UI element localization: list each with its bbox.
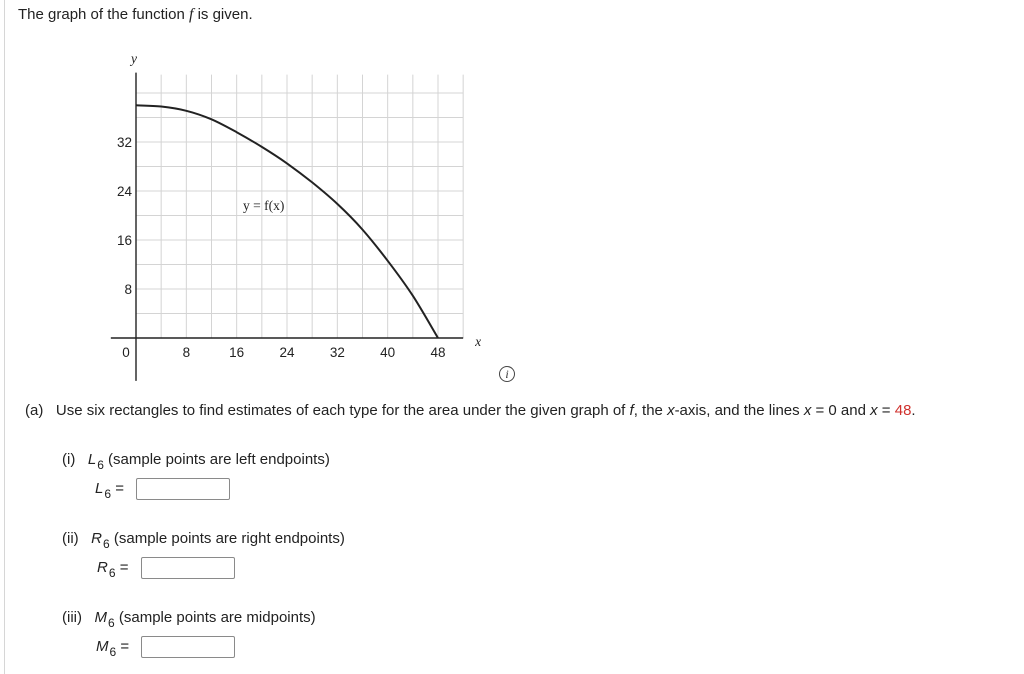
part-iii-label [62, 609, 316, 630]
part-symbol: M [94, 609, 108, 626]
answer-subscript: 6 [108, 565, 116, 580]
equals-sign: = [120, 637, 130, 655]
part-i-label [62, 451, 330, 472]
part-ii-label [62, 530, 345, 551]
part-number: (iii) [62, 609, 82, 626]
question-text: Use six rectangles to find estimates of each type for the area under the given graph of [55, 402, 626, 419]
question-end: . [911, 402, 916, 419]
x-tick-label: 32 [329, 345, 345, 360]
x-tick-label: 16 [229, 345, 245, 360]
question-text-3: -axis, and the lines [674, 402, 800, 419]
y-axis-label: y [131, 51, 137, 66]
x-tick-label: 8 [182, 345, 191, 360]
intro-function-name: f [188, 6, 194, 23]
answer-symbol: R [97, 558, 108, 576]
part-description: (sample points are midpoints) [118, 609, 316, 626]
part-iii-answer-row [96, 636, 235, 658]
intro-suffix: is given. [197, 6, 253, 23]
part-subscript: 6 [103, 537, 110, 551]
part-symbol: L [87, 451, 97, 468]
M6-input[interactable] [141, 636, 235, 658]
question-eq-2: = [881, 402, 891, 419]
question-x: x [667, 402, 675, 419]
x-tick-label: 0 [122, 345, 130, 360]
y-tick-label: 32 [116, 135, 132, 150]
question-x-var-1: x [803, 402, 812, 419]
y-tick-label: 8 [124, 282, 132, 297]
x-tick-label: 24 [279, 345, 295, 360]
curve-label: y = f(x) [243, 198, 285, 213]
question-f: f [629, 402, 634, 419]
question-text-2: , the [633, 402, 663, 419]
y-tick-label: 24 [116, 184, 132, 199]
part-description: (sample points are left endpoints) [108, 451, 330, 468]
part-symbol: R [91, 530, 103, 547]
part-subscript: 6 [108, 616, 115, 630]
question-a [25, 402, 916, 419]
equals-sign: = [119, 558, 129, 576]
L6-input[interactable] [136, 478, 230, 500]
answer-symbol: M [96, 637, 109, 655]
part-number: (i) [62, 451, 76, 468]
question-upper-limit: 48 [894, 402, 912, 419]
x-axis-label: x [475, 334, 482, 349]
answer-subscript: 6 [104, 486, 112, 501]
part-number: (ii) [62, 530, 79, 547]
question-label: (a) [25, 402, 44, 419]
part-subscript: 6 [97, 458, 104, 472]
part-i-answer-row [95, 478, 230, 500]
tick-labels [117, 135, 446, 360]
answer-subscript: 6 [109, 644, 117, 659]
R6-input[interactable] [141, 557, 235, 579]
equals-sign: = [115, 479, 124, 497]
x-tick-label: 48 [430, 345, 446, 360]
info-icon[interactable]: i [499, 366, 515, 382]
question-eq-1: = 0 and [815, 402, 866, 419]
answer-symbol: L [95, 479, 104, 497]
part-description: (sample points are right endpoints) [113, 530, 345, 547]
question-x-var-2: x [870, 402, 878, 419]
x-tick-label: 40 [380, 345, 396, 360]
part-ii-answer-row [97, 557, 235, 579]
intro-prefix: The graph of the function [18, 6, 185, 23]
y-tick-label: 16 [116, 233, 132, 248]
